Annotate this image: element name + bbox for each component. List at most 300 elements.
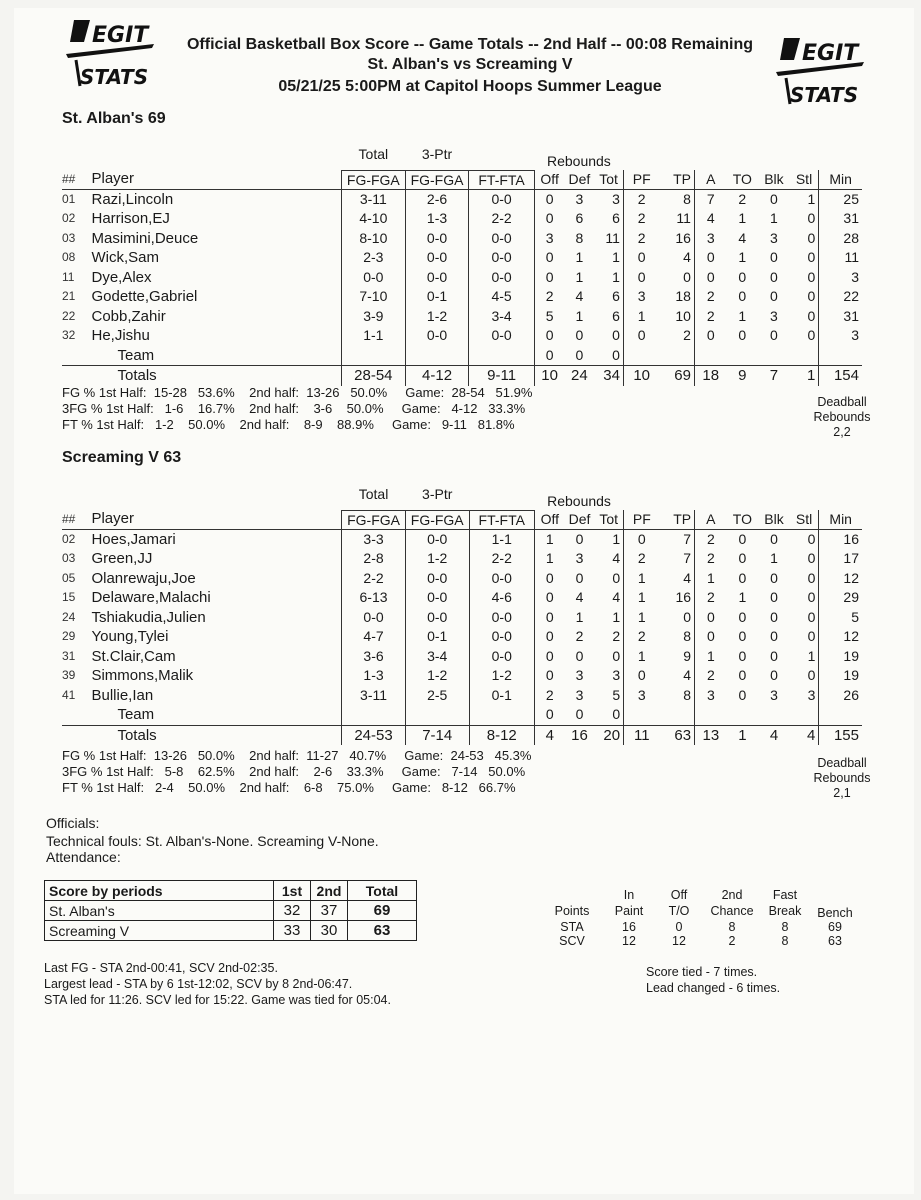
cell-tot: 3 xyxy=(594,189,623,209)
cell-stl: 0 xyxy=(790,326,819,346)
cell-ft: 0-0 xyxy=(469,229,534,249)
total-stl: 4 xyxy=(790,725,819,745)
cell-stl: 0 xyxy=(790,569,819,589)
cell-blk: 0 xyxy=(770,647,778,664)
cell-tp: 8 xyxy=(660,627,695,647)
percentage-line: 3FG % 1st Half: 5-8 62.5% 2nd half: 2-6 33.3% Game: 7-14 50.0% xyxy=(62,764,526,779)
cell-tot: 4 xyxy=(594,549,623,569)
percentage-line: 3FG % 1st Half: 1-6 16.7% 2nd half: 3-6 50.0% Game: 4-12 33.3% xyxy=(62,401,526,416)
note-line: Last FG - STA 2nd-00:41, SCV 2nd-02:35. xyxy=(44,961,278,975)
cell-empty xyxy=(790,346,819,366)
cell-3pt: 0-0 xyxy=(405,588,469,608)
cell-pf: 1 xyxy=(637,569,646,586)
player-name: Hoes,Jamari xyxy=(91,530,176,548)
cell-pf: 1 xyxy=(637,307,646,324)
cell-3pt: 0-0 xyxy=(405,529,469,549)
cell-fg: 1-3 xyxy=(342,666,406,686)
cell-ft: 2-2 xyxy=(469,209,534,229)
cell-to: 1 xyxy=(738,210,747,226)
cell-stl: 0 xyxy=(790,529,819,549)
cell-tot: 6 xyxy=(594,287,623,307)
cell-tot: 0 xyxy=(594,647,623,667)
totals-row xyxy=(62,725,862,745)
cell-ft: 0-0 xyxy=(469,627,534,647)
stats-head: 2nd xyxy=(721,888,743,902)
cell-empty xyxy=(819,705,862,725)
cell-blk: 0 xyxy=(770,589,778,605)
header-cell xyxy=(758,478,790,510)
header-cell xyxy=(62,138,91,170)
cell-tp: 7 xyxy=(660,549,695,569)
cell-pf: 2 xyxy=(637,229,646,246)
cell-tot: 0 xyxy=(594,346,623,366)
player-name: St.Clair,Cam xyxy=(91,647,176,665)
header-fgfga: FG-FGA xyxy=(342,510,406,529)
cell-min: 28 xyxy=(843,229,859,246)
table-row xyxy=(62,268,862,288)
cell-fg: 6-13 xyxy=(342,588,406,608)
cell-a: 2 xyxy=(706,550,715,566)
cell-min: 19 xyxy=(843,647,859,664)
cell-stl: 1 xyxy=(790,189,819,209)
stats-head: Fast xyxy=(772,888,798,902)
cell-tot: 0 xyxy=(594,326,623,346)
stats-team: STA xyxy=(560,920,584,934)
cell-3pt: 1-2 xyxy=(405,666,469,686)
cell-empty xyxy=(819,346,862,366)
total-def: 16 xyxy=(565,725,595,745)
header-pf: PF xyxy=(623,170,659,189)
cell-ft: 0-0 xyxy=(469,647,534,667)
header-row-1 xyxy=(62,138,862,170)
cell-tp: 16 xyxy=(659,229,694,249)
team-stats-table xyxy=(540,888,860,948)
cell-stl: 1 xyxy=(790,647,819,667)
header-row-1 xyxy=(62,478,862,510)
cell-a: 1 xyxy=(706,647,715,664)
cell-blk: 0 xyxy=(770,628,778,644)
table-row xyxy=(62,287,862,307)
cell-to: 1 xyxy=(738,307,747,324)
table-row xyxy=(62,588,862,608)
periods-header-1st: 1st xyxy=(274,881,311,901)
table-row xyxy=(62,229,862,249)
cell-empty xyxy=(695,705,727,725)
header-cell xyxy=(62,478,91,510)
percentage-line: FG % 1st Half: 13-26 50.0% 2nd half: 11-27 40.7% Game: 24-53 45.3% xyxy=(62,748,532,763)
header-3ptr: 3-Ptr xyxy=(422,485,453,502)
player-name: Masimini,Deuce xyxy=(91,229,199,247)
cell-a: 2 xyxy=(706,307,715,324)
periods-total: 69 xyxy=(348,901,417,921)
cell-pf: 1 xyxy=(637,589,646,605)
player-number xyxy=(62,366,91,386)
cell-3pt: 0-0 xyxy=(405,608,469,628)
header-line-1: Official Basketball Box Score -- Game Totals -- 2nd Half -- 00:08 Remaining xyxy=(186,36,754,53)
cell-pf: 0 xyxy=(637,249,646,265)
team-title: Screaming V 63 xyxy=(62,449,182,466)
cell-3pt: 0-0 xyxy=(405,248,469,268)
cell-empty xyxy=(660,705,695,725)
cell-off: 0 xyxy=(545,190,554,207)
cell-off: 0 xyxy=(545,210,554,226)
cell-ft: 0-0 xyxy=(469,326,534,346)
header-line-3: 05/21/25 5:00PM at Capitol Hoops Summer League xyxy=(278,78,662,95)
cell-off: 0 xyxy=(545,667,554,683)
svg-text:STATS: STATS xyxy=(80,65,149,89)
cell-fg: 3-9 xyxy=(342,307,406,327)
cell-pf: 3 xyxy=(637,686,646,703)
cell-fg: 8-10 xyxy=(342,229,406,249)
cell-a: 0 xyxy=(706,249,715,265)
header-tpfga: FG-FGA xyxy=(405,170,469,189)
header-tot: Tot xyxy=(594,510,623,529)
cell-tot: 1 xyxy=(594,248,623,268)
player-number: 21 xyxy=(62,289,76,303)
header-cell xyxy=(659,138,694,170)
total-off: 10 xyxy=(534,366,564,386)
cell-min: 11 xyxy=(844,249,859,265)
cell-tp: 4 xyxy=(660,666,695,686)
cell-off: 1 xyxy=(545,530,554,547)
header-cell xyxy=(758,138,790,170)
header-off: Off xyxy=(534,170,564,189)
total-to: 1 xyxy=(727,725,759,745)
team-row xyxy=(62,705,862,725)
cell-min: 22 xyxy=(843,288,859,304)
header-tp: TP xyxy=(659,170,694,189)
table-row xyxy=(62,647,862,667)
cell-def: 3 xyxy=(575,190,584,207)
cell-a: 0 xyxy=(706,268,715,285)
cell-def: 0 xyxy=(575,706,584,722)
stats-head: Bench xyxy=(817,906,853,920)
stats-value: 69 xyxy=(828,920,842,934)
cell-def: 1 xyxy=(575,249,584,265)
cell-def: 0 xyxy=(575,327,584,343)
stats-value: 8 xyxy=(781,934,789,948)
total-min: 154 xyxy=(819,366,862,386)
header-cell xyxy=(624,478,660,510)
cell-min: 12 xyxy=(843,569,859,586)
cell-tp: 2 xyxy=(659,326,694,346)
percentage-line: FT % 1st Half: 1-2 50.0% 2nd half: 8-9 88.9% Game: 9-11 81.8% xyxy=(62,417,515,432)
cell-ft: 2-2 xyxy=(469,549,534,569)
notes-left xyxy=(44,960,391,1008)
cell-tp: 8 xyxy=(659,189,694,209)
cell-min: 26 xyxy=(843,686,859,703)
legit-stats-logo-left xyxy=(62,14,162,94)
cell-to: 0 xyxy=(738,550,747,566)
shooting-percentages xyxy=(62,748,531,796)
totals-label: Totals xyxy=(91,366,341,386)
cell-fg: 3-3 xyxy=(342,529,406,549)
table-row xyxy=(62,189,862,209)
player-number: 15 xyxy=(62,590,76,604)
cell-def: 3 xyxy=(575,686,584,703)
header-player: Player xyxy=(91,170,341,189)
note-line: Lead changed - 6 times. xyxy=(646,981,781,995)
cell-def: 8 xyxy=(575,229,584,246)
cell-def: 4 xyxy=(575,589,584,605)
cell-off: 5 xyxy=(545,307,554,324)
cell-min: 3 xyxy=(851,268,859,285)
cell-tot: 1 xyxy=(594,608,623,628)
cell-fg: 3-11 xyxy=(342,189,406,209)
cell-to: 0 xyxy=(738,608,747,625)
cell-def: 0 xyxy=(575,346,584,363)
totals-label: Totals xyxy=(91,725,341,745)
header-3ptr: 3-Ptr xyxy=(421,145,453,162)
cell-pf: 1 xyxy=(637,608,646,625)
cell-ft: 0-1 xyxy=(469,686,534,706)
team-title: St. Alban's 69 xyxy=(62,110,166,127)
player-number: 11 xyxy=(62,269,75,284)
cell-tot: 11 xyxy=(594,229,623,249)
header-ftfta: FT-FTA xyxy=(469,170,534,189)
cell-a: 2 xyxy=(706,288,715,304)
cell-to: 0 xyxy=(738,288,747,304)
player-number: 41 xyxy=(62,687,76,702)
total-a: 18 xyxy=(694,366,726,386)
header-a: A xyxy=(695,510,727,529)
table-row xyxy=(62,666,862,686)
table-row xyxy=(62,248,862,268)
periods-1st: 32 xyxy=(274,901,311,921)
cell-tot: 4 xyxy=(594,588,623,608)
player-name: Harrison,EJ xyxy=(91,210,170,227)
cell-blk: 0 xyxy=(770,608,778,625)
officials-text: Officials: xyxy=(46,815,100,831)
player-number: 29 xyxy=(62,629,76,643)
total-tot: 20 xyxy=(594,725,623,745)
cell-3pt: 0-1 xyxy=(405,627,469,647)
cell-to: 0 xyxy=(738,327,747,343)
player-name: Godette,Gabriel xyxy=(91,288,198,305)
cell-a: 0 xyxy=(706,327,715,343)
total-stl: 1 xyxy=(790,366,819,386)
player-number: 02 xyxy=(62,211,76,225)
cell-a: 4 xyxy=(706,210,715,226)
cell-to: 1 xyxy=(738,249,747,265)
cell-pf: 0 xyxy=(637,327,646,343)
total-3pt: 7-14 xyxy=(405,725,469,745)
cell-blk: 3 xyxy=(770,686,778,703)
periods-2nd: 30 xyxy=(311,921,348,941)
cell-tot: 5 xyxy=(594,686,623,706)
cell-a: 2 xyxy=(706,530,715,547)
totals-row xyxy=(62,366,862,386)
svg-text:STATS: STATS xyxy=(790,83,859,107)
header-cell xyxy=(695,478,727,510)
deadball-line: 2,1 xyxy=(833,786,851,800)
cell-3pt: 2-6 xyxy=(405,189,469,209)
header-row-2 xyxy=(62,170,862,189)
cell-min: 31 xyxy=(843,307,859,324)
cell-to: 2 xyxy=(738,190,747,207)
cell-tp: 16 xyxy=(660,588,695,608)
total-off: 4 xyxy=(534,725,564,745)
cell-min: 17 xyxy=(843,550,859,566)
player-number: 24 xyxy=(62,609,76,624)
total-to: 9 xyxy=(727,366,759,386)
header-rebounds: Rebounds xyxy=(547,493,611,509)
cell-pf: 0 xyxy=(637,268,646,285)
total-tp: 69 xyxy=(659,366,694,386)
cell-3pt: 2-5 xyxy=(405,686,469,706)
cell-3pt: 0-0 xyxy=(405,229,469,249)
player-number: 05 xyxy=(62,570,76,585)
player-number: 22 xyxy=(62,308,76,323)
player-name: Delaware,Malachi xyxy=(91,589,211,606)
table-row xyxy=(62,307,862,327)
cell-def: 6 xyxy=(575,210,584,226)
player-name: Green,JJ xyxy=(91,550,153,567)
cell-empty xyxy=(758,346,790,366)
cell-blk: 0 xyxy=(770,327,778,343)
cell-def: 3 xyxy=(575,550,584,566)
cell-stl: 0 xyxy=(790,287,819,307)
cell-ft: 0-0 xyxy=(469,248,534,268)
header-def: Def xyxy=(565,510,595,529)
cell-tp: 11 xyxy=(659,209,694,229)
stats-value: 8 xyxy=(781,920,789,934)
header-cell xyxy=(790,478,819,510)
cell-a: 0 xyxy=(706,628,715,644)
cell-stl: 0 xyxy=(790,666,819,686)
player-name: Olanrewaju,Joe xyxy=(91,569,196,587)
header-cell xyxy=(469,478,534,510)
stats-head: In xyxy=(623,888,635,902)
stats-value: 2 xyxy=(728,934,736,948)
percentage-line: FT % 1st Half: 2-4 50.0% 2nd half: 6-8 75.0% Game: 8-12 66.7% xyxy=(62,780,516,795)
header-cell xyxy=(623,138,659,170)
cell-off: 3 xyxy=(545,229,554,246)
cell-blk: 1 xyxy=(770,550,778,566)
cell-off: 0 xyxy=(545,589,554,605)
cell-3pt: 1-2 xyxy=(405,307,469,327)
cell-3pt: 0-1 xyxy=(405,287,469,307)
cell-empty xyxy=(694,346,726,366)
deadball-line: Deadball xyxy=(817,756,867,770)
stats-head: Chance xyxy=(710,904,754,918)
cell-off: 0 xyxy=(545,346,554,363)
total-tot: 34 xyxy=(594,366,623,386)
cell-empty xyxy=(659,346,694,366)
note-line: Largest lead - STA by 6 1st-12:02, SCV by 8 2nd-06:47. xyxy=(44,977,353,991)
cell-off: 0 xyxy=(545,569,554,586)
header-tot: Tot xyxy=(594,170,623,189)
table-row xyxy=(62,529,862,549)
cell-tot: 6 xyxy=(594,209,623,229)
cell-stl: 0 xyxy=(790,229,819,249)
periods-header-label: Score by periods xyxy=(45,881,274,901)
periods-total: 63 xyxy=(348,921,417,941)
cell-tot: 1 xyxy=(594,529,623,549)
header-min: Min xyxy=(819,170,862,189)
cell-ft: 1-1 xyxy=(469,529,534,549)
cell-empty xyxy=(727,346,759,366)
cell-empty xyxy=(469,346,534,366)
cell-fg: 7-10 xyxy=(342,287,406,307)
cell-blk: 0 xyxy=(770,268,778,285)
cell-empty xyxy=(405,346,469,366)
total-a: 13 xyxy=(695,725,727,745)
cell-def: 1 xyxy=(575,608,584,625)
header-rebounds: Rebounds xyxy=(546,153,611,169)
player-name: Dye,Alex xyxy=(91,268,152,286)
svg-text:EGIT: EGIT xyxy=(802,41,859,66)
stats-value: 12 xyxy=(622,934,636,948)
header-a: A xyxy=(694,170,726,189)
cell-pf: 2 xyxy=(637,210,646,226)
team-row-label: Team xyxy=(117,346,155,364)
table-row xyxy=(62,686,862,706)
player-number: 03 xyxy=(62,230,76,245)
cell-empty xyxy=(342,705,406,725)
legit-stats-logo-right xyxy=(772,32,872,112)
total-pf: 11 xyxy=(624,725,660,745)
attendance-text: Attendance: xyxy=(46,849,121,865)
total-blk: 4 xyxy=(758,725,790,745)
header-fgfga: FG-FGA xyxy=(342,170,406,189)
total-3pt: 4-12 xyxy=(405,366,469,386)
stats-value: 8 xyxy=(728,920,736,934)
cell-def: 1 xyxy=(575,268,584,285)
header-stl: Stl xyxy=(790,510,819,529)
cell-off: 2 xyxy=(545,686,554,703)
cell-stl: 0 xyxy=(790,608,819,628)
cell-to: 0 xyxy=(738,686,747,703)
cell-pf: 0 xyxy=(637,530,646,547)
team-row-label: Team xyxy=(117,706,155,723)
cell-min: 31 xyxy=(843,210,859,226)
table-row xyxy=(62,569,862,589)
cell-pf: 1 xyxy=(637,647,646,664)
cell-min: 29 xyxy=(843,589,859,605)
cell-stl: 0 xyxy=(790,307,819,327)
player-name: He,Jishu xyxy=(91,327,150,344)
cell-fg: 2-2 xyxy=(342,569,406,589)
cell-tot: 3 xyxy=(594,666,623,686)
header-off: Off xyxy=(534,510,564,529)
cell-fg: 0-0 xyxy=(342,268,406,288)
cell-a: 2 xyxy=(706,667,715,683)
cell-def: 0 xyxy=(575,569,584,586)
header-cell xyxy=(694,138,726,170)
cell-ft: 3-4 xyxy=(469,307,534,327)
cell-3pt: 1-3 xyxy=(405,209,469,229)
header-tpfga: FG-FGA xyxy=(405,510,469,529)
cell-tp: 0 xyxy=(660,608,695,628)
stats-value: 63 xyxy=(828,934,842,948)
note-line: STA led for 11:26. SCV led for 15:22. Game was tied for 05:04. xyxy=(44,993,391,1007)
header-to: TO xyxy=(727,510,759,529)
cell-tp: 7 xyxy=(660,529,695,549)
stats-value: 16 xyxy=(622,920,636,934)
cell-off: 0 xyxy=(545,268,554,285)
cell-off: 2 xyxy=(545,288,554,304)
header-min: Min xyxy=(819,510,862,529)
cell-3pt: 0-0 xyxy=(405,326,469,346)
cell-tp: 18 xyxy=(659,287,694,307)
deadball-rebounds xyxy=(796,756,888,801)
table-row xyxy=(62,326,862,346)
cell-tot: 0 xyxy=(594,705,623,725)
cell-to: 0 xyxy=(738,268,747,285)
stats-head: Points xyxy=(554,904,590,918)
cell-min: 3 xyxy=(851,327,859,343)
